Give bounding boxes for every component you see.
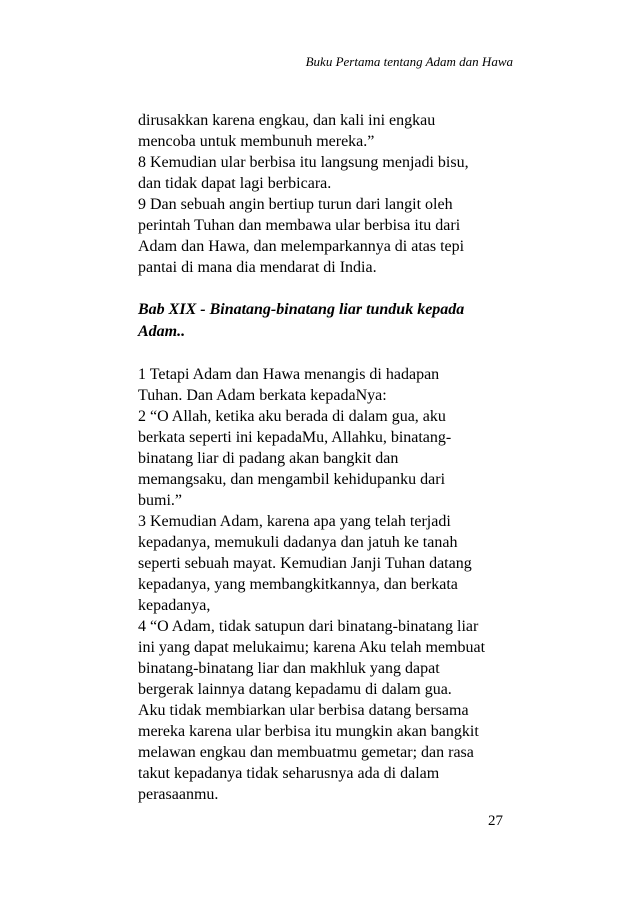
page-number: 27 bbox=[488, 813, 503, 829]
body-paragraph-1: dirusakkan karena engkau, dan kali ini engkau mencoba untuk membunuh mereka.” 8 Kemudian ular berbisa itu langsung menjadi bisu, dan tidak dapat lagi berbicara. 9 Dan sebuah angin bertiup turun dari langit oleh perintah Tuhan dan membawa ular berbisa itu dari Adam dan Hawa, dan melemparkannya di atas tepi pantai di mana dia mendarat di India. bbox=[138, 112, 469, 276]
chapter-title: Bab XIX - Binatang-binatang liar tunduk kepada Adam.. bbox=[138, 301, 465, 340]
running-header: Buku Pertama tentang Adam dan Hawa bbox=[305, 54, 513, 69]
body-paragraph-2: 1 Tetapi Adam dan Hawa menangis di hadapan Tuhan. Dan Adam berkata kepadaNya: 2 “O Allah, ketika aku berada di dalam gua, aku berkata seperti ini kepadaMu, Allahku, binatang- binatang liar di padang akan bangkit dan memangsaku, dan mengambil kehidupanku dari bumi.” 3 Kemudian Adam, karena apa yang telah terjadi kepadanya, memukuli dadanya dan jatuh ke tanah seperti sebuah mayat. Kemudian Janji Tuhan datang kepadanya, yang membangkitkannya, dan berkata kepadanya, 4 “O Adam, tidak satupun dari binatang-binatang liar ini yang dapat melukaimu; karena Aku telah membuat binatang-binatang liar dan makhluk yang dapat bergerak lainnya datang kepadamu di dalam gua. Aku tidak membiarkan ular berbisa datang bersama mereka karena ular berbisa itu mungkin akan bangkit melawan engkau dan membuatmu gemetar; dan rasa takut kepadanya tidak seharusnya ada di dalam perasaanmu. bbox=[138, 366, 486, 803]
page-body bbox=[138, 110, 518, 805]
